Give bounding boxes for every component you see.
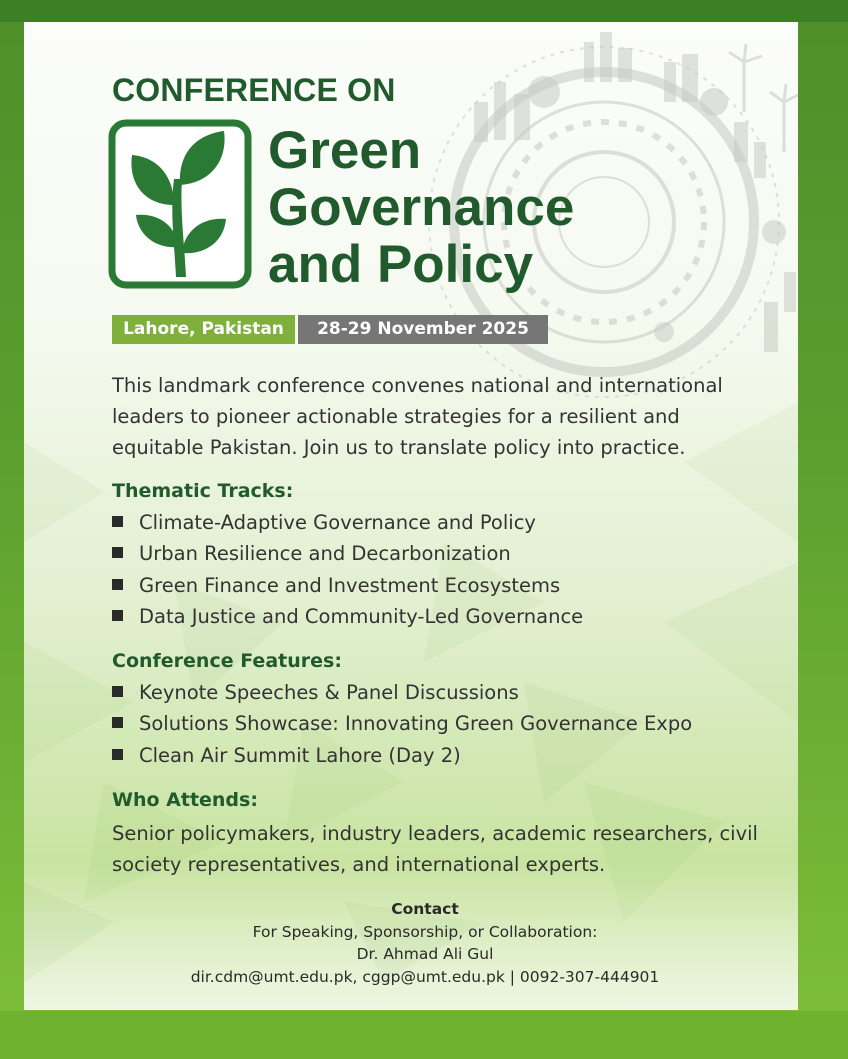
list-item: Urban Resilience and Decarbonization [112, 538, 583, 569]
top-border [0, 0, 848, 22]
list-item: Keynote Speeches & Panel Discussions [112, 677, 692, 708]
tracks-heading: Thematic Tracks: [112, 480, 294, 502]
sprout-logo-icon [108, 119, 252, 289]
tracks-list [112, 507, 583, 632]
intro-paragraph: This landmark conference convenes national and international leaders to pioneer actionable strategies for a resilient and equitable Pakistan. Join us to translate policy into practice. [112, 374, 723, 459]
square-bullet-icon [112, 579, 123, 590]
poster-panel [24, 22, 798, 1010]
contact-name: Dr. Ahmad Ali Gul [356, 945, 494, 963]
contact-block [24, 898, 798, 988]
title-line-1: Green [268, 121, 422, 180]
location-badge: Lahore, Pakistan [112, 315, 295, 344]
contact-title: Contact [391, 900, 459, 918]
title-line-3: and Policy [268, 235, 534, 294]
title-line-2: Governance [268, 178, 575, 237]
contact-purpose: For Speaking, Sponsorship, or Collaboration: [252, 922, 598, 941]
features-heading: Conference Features: [112, 650, 342, 672]
date-badge: 28-29 November 2025 [298, 315, 548, 344]
features-list [112, 677, 692, 771]
square-bullet-icon [112, 547, 123, 558]
list-item: Clean Air Summit Lahore (Day 2) [112, 740, 692, 771]
attendees-heading: Who Attends: [112, 789, 258, 811]
contact-details: dir.cdm@umt.edu.pk, cggp@umt.edu.pk | 0092-307-444901 [190, 967, 660, 986]
square-bullet-icon [112, 717, 123, 728]
square-bullet-icon [112, 749, 123, 760]
conference-title [268, 122, 574, 293]
square-bullet-icon [112, 686, 123, 697]
square-bullet-icon [112, 610, 123, 621]
bottom-border [0, 1011, 848, 1059]
attendees-text: Senior policymakers, industry leaders, academic researchers, civil society representatives, and international experts. [112, 822, 758, 876]
list-item: Green Finance and Investment Ecosystems [112, 570, 583, 601]
list-item: Climate-Adaptive Governance and Policy [112, 507, 583, 538]
list-item: Solutions Showcase: Innovating Green Governance Expo [112, 708, 692, 739]
list-item: Data Justice and Community-Led Governance [112, 601, 583, 632]
square-bullet-icon [112, 516, 123, 527]
conference-kicker: CONFERENCE ON [112, 72, 396, 108]
